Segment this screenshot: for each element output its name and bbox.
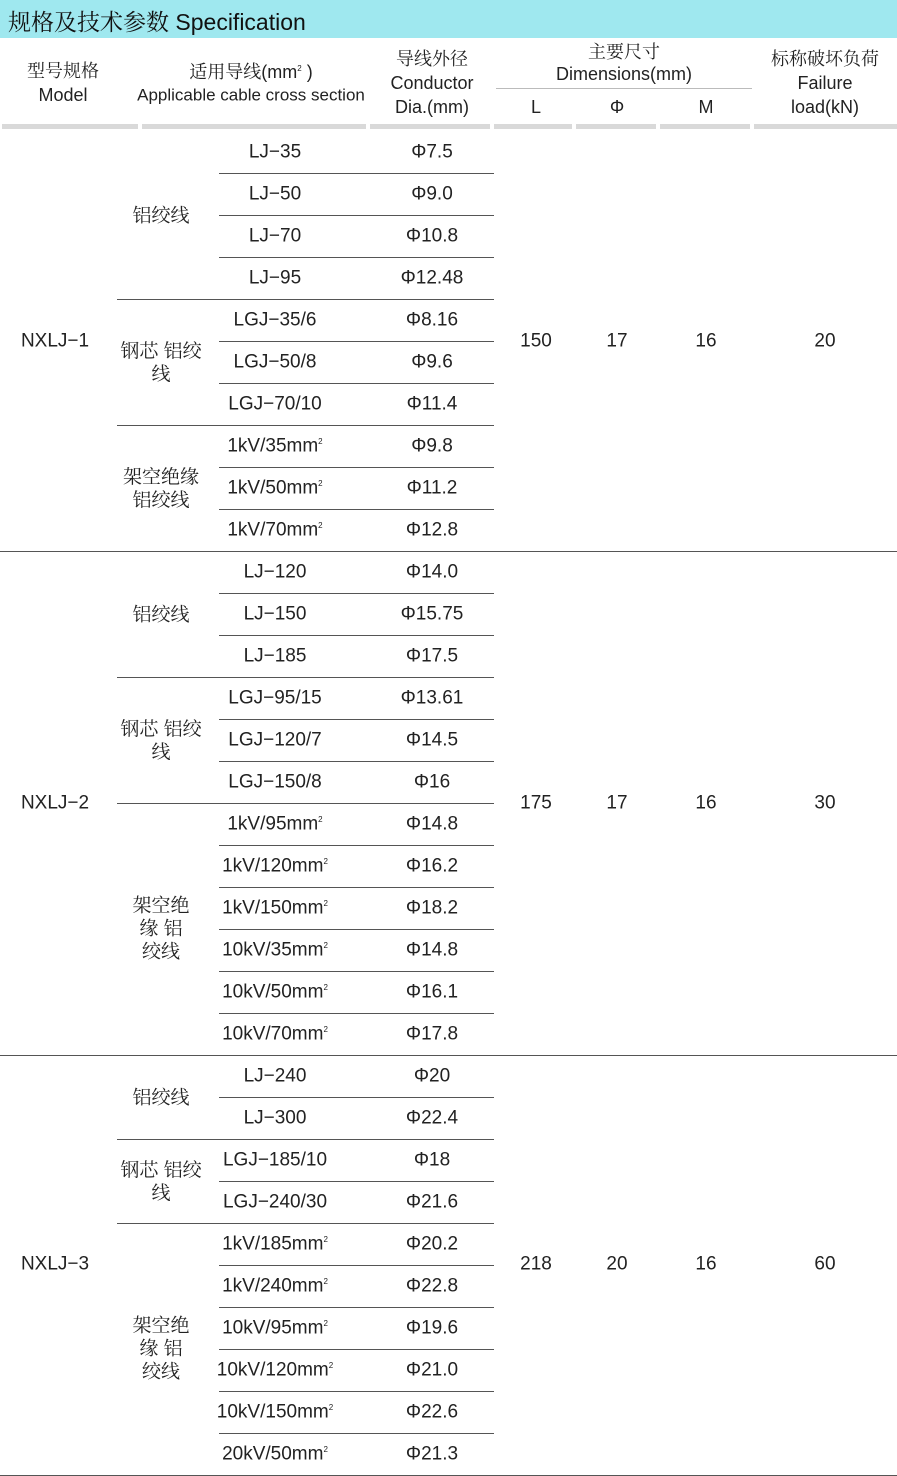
header-rule — [2, 124, 138, 129]
cable-type-cell: $10kV/150mm^2$ — [216, 1401, 334, 1423]
cable-type-cell: $10kV/50mm^2$ — [222, 981, 328, 1003]
cable-type-cell: $1kV/120mm^2$ — [222, 855, 328, 877]
conductor-dia-cell: Φ16.1 — [405, 981, 459, 1003]
dim-L-value: 175 — [520, 792, 552, 814]
row-divider — [219, 1433, 494, 1434]
conductor-dia-cell: Φ21.0 — [405, 1359, 459, 1381]
header-dia-cn: 导线外径 — [396, 49, 468, 70]
cable-type-cell: $1kV/35mm^2$ — [227, 435, 323, 457]
cable-type-cell: LJ−150 — [243, 603, 307, 625]
conductor-dia-cell: Φ9.0 — [411, 183, 453, 205]
dim-M-value: 16 — [695, 330, 717, 352]
row-divider — [219, 1181, 494, 1182]
cable-type-cell: $10kV/95mm^2$ — [222, 1317, 328, 1339]
group-label-jk: 架空绝缘 铝绞线 — [122, 467, 199, 511]
cable-type-cell: LJ−300 — [243, 1107, 307, 1129]
conductor-dia-cell: Φ14.5 — [405, 729, 459, 751]
row-divider — [219, 887, 494, 888]
dim-M-value: 16 — [695, 1253, 717, 1275]
cable-type-cell: $20kV/50mm^2$ — [222, 1443, 328, 1465]
cable-type-cell: $10kV/35mm^2$ — [222, 939, 328, 961]
row-divider — [219, 509, 494, 510]
dim-L-value: 218 — [520, 1253, 552, 1275]
conductor-dia-cell: Φ20.2 — [405, 1233, 459, 1255]
conductor-dia-cell: Φ14.0 — [405, 561, 459, 583]
header-dim-M: M — [698, 97, 714, 118]
dim-L-value: 150 — [520, 330, 552, 352]
header-rule — [576, 124, 656, 129]
conductor-dia-cell: Φ22.6 — [405, 1401, 459, 1423]
header-dia-en1: Conductor — [390, 73, 474, 94]
header-rule — [370, 124, 490, 129]
model-name: NXLJ−2 — [20, 792, 90, 814]
group-label-lgj: 钢芯 铝绞线 — [120, 1160, 202, 1204]
row-divider — [219, 215, 494, 216]
cable-type-cell: LJ−240 — [243, 1065, 307, 1087]
conductor-dia-cell: Φ11.2 — [406, 477, 458, 499]
row-divider — [219, 1349, 494, 1350]
conductor-dia-cell: Φ14.8 — [405, 813, 459, 835]
failure-load-value: 60 — [814, 1253, 836, 1275]
conductor-dia-cell: Φ7.5 — [411, 141, 453, 163]
cable-type-cell: LGJ−70/10 — [228, 393, 322, 415]
row-divider — [219, 1013, 494, 1014]
conductor-dia-cell: Φ9.6 — [411, 351, 453, 373]
cable-type-cell: LJ−120 — [243, 561, 307, 583]
cable-type-cell: LGJ−240/30 — [222, 1191, 328, 1213]
header-load-en2: load(kN) — [790, 97, 860, 118]
header-rule — [660, 124, 750, 129]
conductor-dia-cell: Φ8.16 — [405, 309, 459, 331]
conductor-dia-cell: Φ12.8 — [405, 519, 459, 541]
row-divider — [219, 719, 494, 720]
header-load-en1: Failure — [797, 73, 853, 94]
row-divider — [219, 1265, 494, 1266]
header-model-cn: 型号规格 — [27, 61, 99, 82]
dim-phi-value: 20 — [606, 1253, 628, 1275]
dim-phi-value: 17 — [606, 792, 628, 814]
row-divider — [219, 341, 494, 342]
cable-type-cell: $1kV/150mm^2$ — [222, 897, 328, 919]
cable-type-cell: LGJ−150/8 — [228, 771, 322, 793]
group-label-lj: 铝绞线 — [132, 1087, 190, 1109]
cable-type-cell: $1kV/95mm^2$ — [227, 813, 323, 835]
model-name: NXLJ−1 — [20, 330, 90, 352]
header-rule — [754, 124, 897, 129]
header-dia-en2: Dia.(mm) — [395, 97, 469, 118]
group-label-lj: 铝绞线 — [132, 604, 190, 626]
conductor-dia-cell: Φ18 — [413, 1149, 451, 1171]
model-divider — [0, 551, 897, 552]
group-divider — [117, 1223, 494, 1224]
group-label-lj: 铝绞线 — [132, 205, 190, 227]
header-rule — [142, 124, 366, 129]
group-label-jk: 架空绝缘 铝绞线 — [132, 1315, 190, 1383]
conductor-dia-cell: Φ22.8 — [405, 1275, 459, 1297]
conductor-dia-cell: Φ16.2 — [405, 855, 459, 877]
cable-type-cell: $1kV/185mm^2$ — [222, 1233, 328, 1255]
cable-type-cell: LGJ−35/6 — [233, 309, 317, 331]
header-load-cn: 标称破坏负荷 — [771, 49, 879, 70]
cable-type-cell: LJ−70 — [248, 225, 302, 247]
group-label-jk: 架空绝缘 铝绞线 — [132, 895, 190, 963]
conductor-dia-cell: Φ15.75 — [400, 603, 464, 625]
conductor-dia-cell: Φ14.8 — [405, 939, 459, 961]
cable-type-cell: $10kV/120mm^2$ — [216, 1359, 334, 1381]
group-divider — [117, 299, 494, 300]
group-label-lgj: 钢芯 铝绞线 — [120, 341, 202, 385]
conductor-dia-cell: Φ21.6 — [405, 1191, 459, 1213]
row-divider — [219, 929, 494, 930]
conductor-dia-cell: Φ16 — [413, 771, 451, 793]
group-divider — [117, 803, 494, 804]
conductor-dia-cell: Φ17.5 — [405, 645, 459, 667]
row-divider — [219, 173, 494, 174]
model-name: NXLJ−3 — [20, 1253, 90, 1275]
header-cable-cn: 适用导线($mm^2$ ) — [189, 62, 313, 83]
group-divider — [117, 1139, 494, 1140]
conductor-dia-cell: Φ11.4 — [406, 393, 458, 415]
row-divider — [219, 383, 494, 384]
row-divider — [219, 845, 494, 846]
cable-type-cell: LGJ−50/8 — [233, 351, 317, 373]
cable-type-cell: LJ−50 — [248, 183, 302, 205]
row-divider — [219, 257, 494, 258]
title-bar — [0, 0, 897, 38]
cable-type-cell: LGJ−120/7 — [228, 729, 322, 751]
conductor-dia-cell: Φ12.48 — [400, 267, 464, 289]
row-divider — [219, 635, 494, 636]
row-divider — [219, 761, 494, 762]
row-divider — [219, 1097, 494, 1098]
cable-type-cell: $1kV/240mm^2$ — [222, 1275, 328, 1297]
conductor-dia-cell: Φ13.61 — [400, 687, 464, 709]
cable-type-cell: $1kV/70mm^2$ — [227, 519, 323, 541]
header-dim-L: L — [530, 97, 542, 118]
conductor-dia-cell: Φ18.2 — [405, 897, 459, 919]
page-title: 规格及技术参数 Specification — [8, 9, 306, 35]
header-rule — [494, 124, 572, 129]
cable-type-cell: $1kV/50mm^2$ — [227, 477, 323, 499]
group-divider — [117, 425, 494, 426]
group-label-lgj: 钢芯 铝绞线 — [120, 719, 202, 763]
cable-type-cell: LJ−35 — [248, 141, 302, 163]
cable-type-cell: LJ−95 — [248, 267, 302, 289]
header-model-en: Model — [38, 85, 88, 106]
cable-type-cell: LGJ−185/10 — [222, 1149, 328, 1171]
cable-type-cell: LJ−185 — [243, 645, 307, 667]
header-dim-divider — [496, 88, 752, 89]
header-dim-cn: 主要尺寸 — [588, 42, 660, 63]
conductor-dia-cell: Φ22.4 — [405, 1107, 459, 1129]
cable-type-cell: LGJ−95/15 — [228, 687, 322, 709]
dim-M-value: 16 — [695, 792, 717, 814]
dim-phi-value: 17 — [606, 330, 628, 352]
row-divider — [219, 593, 494, 594]
header-cable-en: Applicable cable cross section — [137, 85, 365, 105]
failure-load-value: 20 — [814, 330, 836, 352]
conductor-dia-cell: Φ9.8 — [411, 435, 453, 457]
conductor-dia-cell: Φ19.6 — [405, 1317, 459, 1339]
conductor-dia-cell: Φ21.3 — [405, 1443, 459, 1465]
row-divider — [219, 971, 494, 972]
header-dim-phi: Φ — [609, 97, 625, 118]
conductor-dia-cell: Φ20 — [413, 1065, 451, 1087]
model-divider — [0, 1055, 897, 1056]
conductor-dia-cell: Φ17.8 — [405, 1023, 459, 1045]
row-divider — [219, 1307, 494, 1308]
cable-type-cell: $10kV/70mm^2$ — [222, 1023, 328, 1045]
conductor-dia-cell: Φ10.8 — [405, 225, 459, 247]
group-divider — [117, 677, 494, 678]
failure-load-value: 30 — [814, 792, 836, 814]
header-dim-en: Dimensions(mm) — [555, 64, 693, 85]
row-divider — [219, 1391, 494, 1392]
row-divider — [219, 467, 494, 468]
